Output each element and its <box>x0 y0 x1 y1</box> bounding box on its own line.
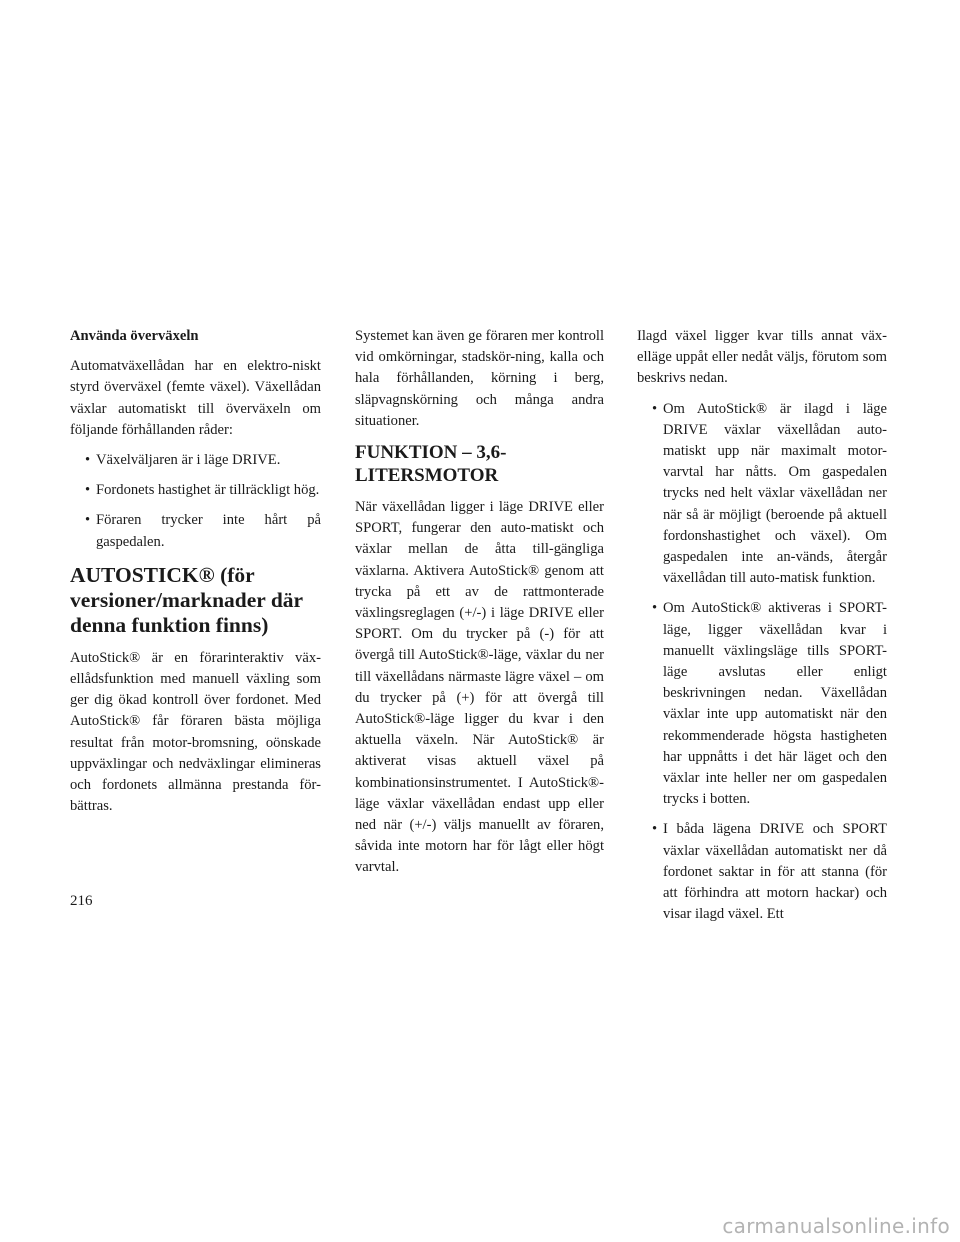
overdrive-intro: Automatväxellådan har en elektro-niskt styrd överväxel (femte växel). Växellådan växlar automatiskt till överväxeln om följande förhållanden råder: <box>70 358 321 438</box>
section-subheading: Använda överväxeln <box>70 328 199 344</box>
list-item: • Om AutoStick® är ilagd i läge DRIVE växlar växellådan auto-matiskt upp när maximalt motor-varvtal har nåtts. Om gaspedalen trycks ned helt växlar växellådan ner när så är möjligt (beroende på aktuell fordonshastighet och växel). Om gaspedalen inte an-vänds, återgår växellådan till auto-matisk funktion. <box>652 400 887 587</box>
bullet-icon: • <box>652 821 658 838</box>
column-left <box>70 326 321 826</box>
bullet-icon: • <box>652 400 658 417</box>
bullet-icon: • <box>85 452 91 469</box>
function-heading: FUNKTION – 3,6-LITERSMOTOR <box>355 442 507 487</box>
page-number: 216 <box>70 893 93 909</box>
column-middle <box>355 326 604 888</box>
autostick-body: AutoStick® är en förarinteraktiv väx-ellådsfunktion med manuell växling som ger dig ökad kontroll över fordonet. Med AutoStick® får föraren bästa möjliga resultat från motor-bromsning, oönskade uppväxlingar och nedväxlingar elimineras och fordonets allmänna prestanda för-bättras. <box>70 649 321 815</box>
list-item: • Föraren trycker inte hårt på gaspedalen. <box>85 512 321 550</box>
column-right <box>637 326 887 934</box>
function-body: När växellådan ligger i läge DRIVE eller SPORT, fungerar den auto-matiskt och växlar mellan de åtta till-gängliga växlarna. Aktivera AutoStick® genom att trycka på ett av de rattmonterade växlingsreglagen (+/-) i läge DRIVE eller SPORT. Om du trycker på (-) för att övergå till AutoStick®-läge, växlar du ner till växellådans närmaste lägre växel – om du trycker på (+) för att övergå till AutoStick®-läge ligger du kvar i den aktuella växeln. När AutoStick® är aktiverat visas aktuell växel på kombinationsinstrumentet. I AutoStick®-läge växlar växellådan endast upp eller ned när (+/-) väljs manuellt av föraren, såvida inte motorn har för lågt eller högt varvtal. <box>355 499 604 876</box>
watermark: carmanualsonline.info <box>722 1214 950 1238</box>
list-item: • Växelväljaren är i läge DRIVE. <box>70 450 321 471</box>
list-item: • Om AutoStick® aktiveras i SPORT-läge, ligger växellådan kvar i manuellt växlingsläge tills SPORT-läge avslutas eller enligt beskrivningen nedan. Växellådan växlar inte upp automatiskt när den rekommenderade högsta hastigheten har uppnåtts i det här läget och den växlar inte heller ner om gaspedalen trycks i botten. <box>652 600 887 808</box>
gear-hold-paragraph: Ilagd växel ligger kvar tills annat väx-elläge uppåt eller nedåt väljs, förutom som beskrivs nedan. <box>637 328 887 387</box>
autostick-heading: AUTOSTICK® (för versioner/marknader där denna funktion finns) <box>70 562 303 637</box>
autostick-control-paragraph: Systemet kan även ge föraren mer kontroll vid omkörningar, stadskör-ning, kalla och hala förhållanden, körning i berg, släpvagnskörning och många andra situationer. <box>355 328 604 429</box>
bullet-icon: • <box>85 482 91 499</box>
list-item: • I båda lägena DRIVE och SPORT växlar växellådan automatiskt ner då fordonet saktar in för att stanna (för att förhindra att motorn hackar) och visar ilagd växel. Ett <box>652 821 887 923</box>
overdrive-conditions-list <box>70 450 321 553</box>
list-item: • Fordonets hastighet är tillräckligt hög. <box>70 480 321 501</box>
bullet-icon: • <box>85 512 91 529</box>
bullet-icon: • <box>652 600 658 617</box>
autostick-behavior-list <box>637 399 887 926</box>
